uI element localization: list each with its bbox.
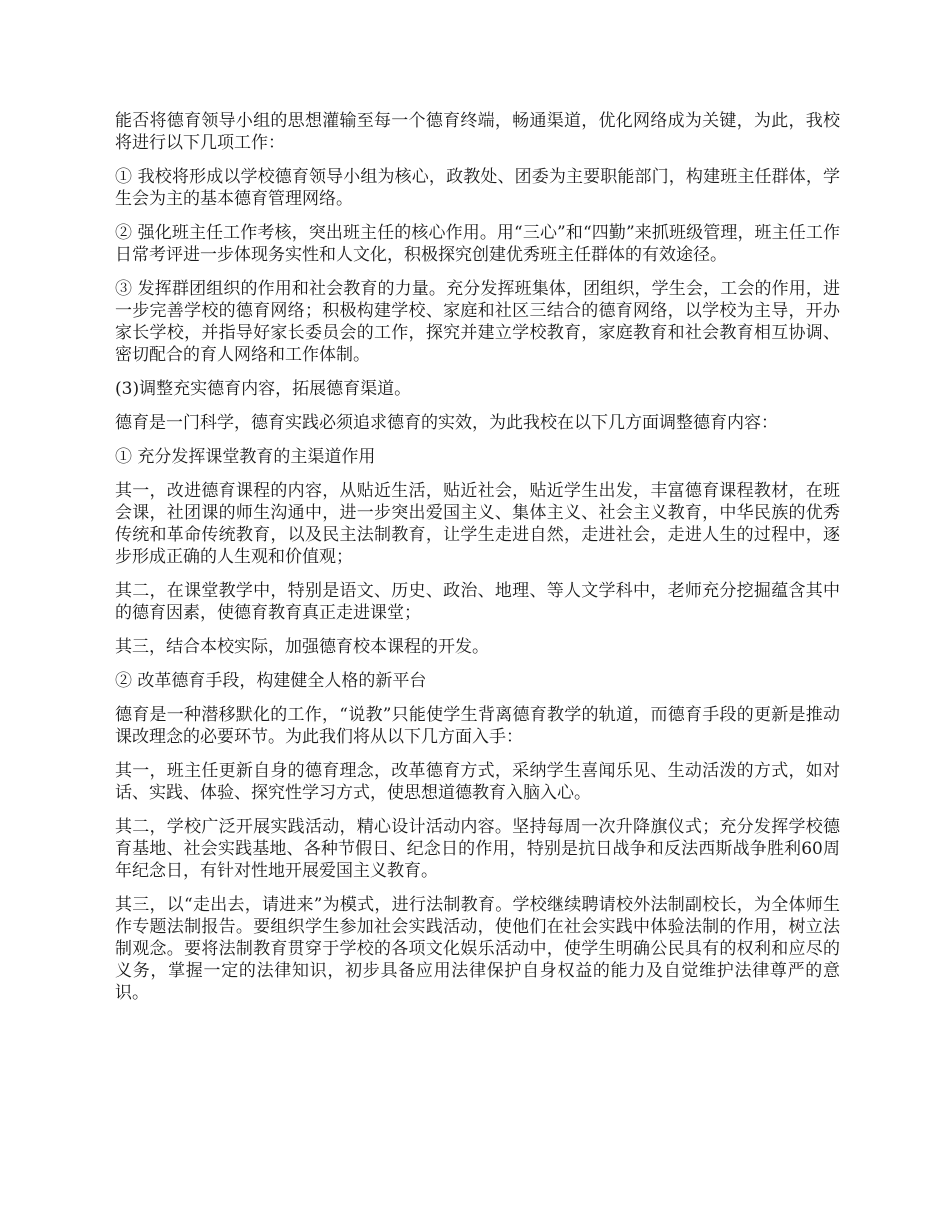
paragraph: 其一，改进德育课程的内容，从贴近生活，贴近社会，贴近学生出发，丰富德育课程教材，在班会课，社团课的师生沟通中，进一步突出爱国主义、集体主义、社会主义教育，中华民族的优秀传统和革命传统教育，以及民主法制教育，让学生走进自然，走进社会，走进人生的过程中，逐步形成正确的人生观和价值观； xyxy=(115,481,840,567)
paragraph: 其三，结合本校实际，加强德育校本课程的开发。 xyxy=(115,637,489,657)
paragraph: ② 强化班主任工作考核，突出班主任的核心作用。用“三心”和“四勤”来抓班级管理，班主任工作日常考评进一步体现务实性和人文化，积极探究创建优秀班主任群体的有效途径。 xyxy=(115,223,840,265)
paragraph: ③ 发挥群团组织的作用和社会教育的力量。充分发挥班集体，团组织，学生会，工会的作用，进一步完善学校的德育网络；积极构建学校、家庭和社区三结合的德育网络，以学校为主导，开办家长学校，并指导好家长委员会的工作，探究并建立学校教育，家庭教育和社会教育相互协调、密切配合的育人网络和工作体制。 xyxy=(115,279,840,365)
paragraph: 德育是一种潜移默化的工作，“说教”只能使学生背离德育教学的轨道，而德育手段的更新是推动课改理念的必要环节。为此我们将从以下几方面入手： xyxy=(115,705,840,747)
paragraph: 其二，在课堂教学中，特别是语文、历史、政治、地理、等人文学科中，老师充分挖掘蕴含其中的德育因素，使德育教育真正走进课堂； xyxy=(115,581,840,623)
paragraph: 其二，学校广泛开展实践活动，精心设计活动内容。坚持每周一次升降旗仪式；充分发挥学校德育基地、社会实践基地、各种节假日、纪念日的作用，特别是抗日战争和反法西斯战争胜利60周年纪念日，有针对性地开展爱国主义教育。 xyxy=(115,817,840,881)
paragraph: ① 我校将形成以学校德育领导小组为核心，政教处、团委为主要职能部门，构建班主任群体，学生会为主的基本德育管理网络。 xyxy=(115,167,840,209)
paragraph: 德育是一门科学，德育实践必须追求德育的实效，为此我校在以下几方面调整德育内容： xyxy=(115,413,778,433)
subheading: ② 改革德育手段，构建健全人格的新平台 xyxy=(115,671,427,691)
paragraph: 其一，班主任更新自身的德育理念，改革德育方式，采纳学生喜闻乐见、生动活泼的方式，如对话、实践、体验、探究性学习方式，使思想道德教育入脑入心。 xyxy=(115,761,840,803)
paragraph: 能否将德育领导小组的思想灌输至每一个德育终端，畅通渠道，优化网络成为关键，为此，我校将进行以下几项工作： xyxy=(115,111,840,153)
section-heading: (3)调整充实德育内容，拓展德育渠道。 xyxy=(115,379,412,399)
subheading: ① 充分发挥课堂教育的主渠道作用 xyxy=(115,447,376,467)
paragraph: 其三，以“走出去，请进来”为模式，进行法制教育。学校继续聘请校外法制副校长，为全体师生作专题法制报告。要组织学生参加社会实践活动，使他们在社会实践中体验法制的作用，树立法制观念。要将法制教育贯穿于学校的各项文化娱乐活动中，使学生明确公民具有的权利和应尽的义务，掌握一定的法律知识，初步具备应用法律保护自身权益的能力及自觉维护法律尊严的意识。 xyxy=(115,895,840,1003)
document-body xyxy=(115,110,840,1016)
